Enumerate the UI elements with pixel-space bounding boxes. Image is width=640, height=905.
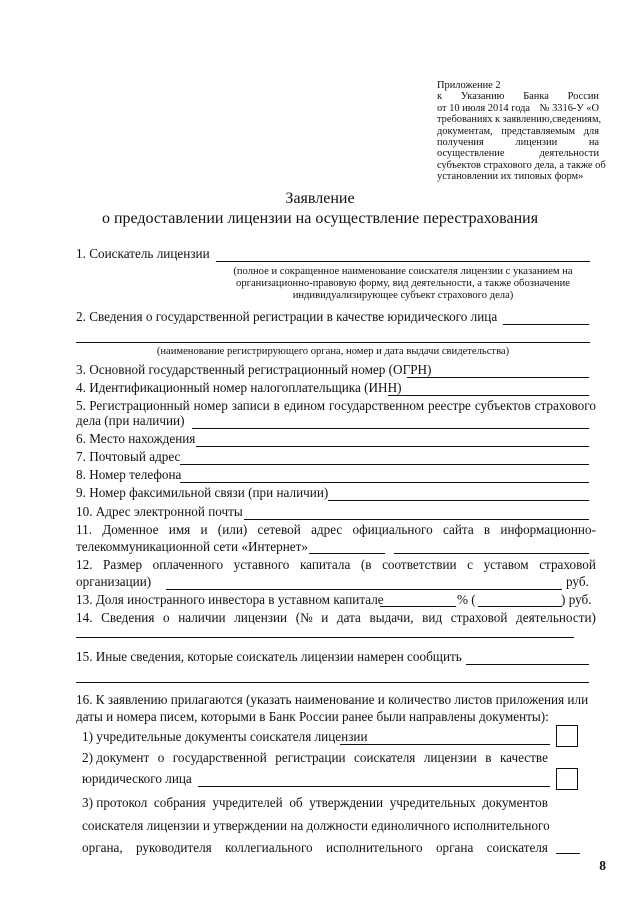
word: соответствии xyxy=(382,557,457,572)
word: № 3316-У «О xyxy=(539,102,599,114)
attachment-2-field[interactable] xyxy=(198,786,550,787)
word: 12. xyxy=(76,557,93,572)
email-field[interactable] xyxy=(244,519,589,520)
foreign-share-amount-field[interactable] xyxy=(478,606,562,607)
item-13-label: 13. Доля иностранного инвестора в уставном капитале xyxy=(76,592,384,607)
item-2-field[interactable] xyxy=(503,324,589,325)
ogrn-field[interactable] xyxy=(407,377,589,378)
item-1-hint: организационно-правовую форму, вид деятельности, а также обозначение xyxy=(236,278,570,289)
appendix-line: установлении их типовых форм» xyxy=(437,171,584,183)
word: и xyxy=(321,610,329,625)
item-10-label: 10. Адрес электронной почты xyxy=(76,504,243,519)
word: собрания xyxy=(153,795,206,810)
other-info-field-line2[interactable] xyxy=(76,682,589,683)
word: адрес xyxy=(311,522,343,537)
appendix-line xyxy=(437,103,599,114)
word: Размер xyxy=(103,557,143,572)
word: к xyxy=(437,91,443,103)
word: соискателя xyxy=(354,750,416,765)
word: капитала xyxy=(299,557,351,572)
item-14-label xyxy=(76,610,596,626)
item-16-label: 16. К заявлению прилагаются (указать наименование и количество листов приложения или xyxy=(76,692,589,707)
item-8-label: 8. Номер телефона xyxy=(76,467,182,482)
word: 3) протокол xyxy=(82,795,148,810)
word: об xyxy=(289,795,303,810)
postal-address-field[interactable] xyxy=(180,464,589,465)
appendix-line: субъектов страхового дела, а также об xyxy=(437,159,606,171)
percent-label: % ( xyxy=(457,592,476,607)
word: лицензии xyxy=(423,750,477,765)
appendix-line: Приложение 2 xyxy=(437,80,501,91)
word: дата xyxy=(336,610,361,625)
attachment-1-checkbox[interactable] xyxy=(556,725,578,747)
word: информационно- xyxy=(500,522,596,537)
word: в xyxy=(273,398,280,413)
appendix-line xyxy=(437,126,599,137)
word: соискателя xyxy=(486,840,548,855)
word: реестре xyxy=(428,398,471,413)
attachment-2-label-cont: юридического лица xyxy=(82,771,192,786)
word: уставом xyxy=(483,557,529,572)
word: Банка xyxy=(523,91,549,103)
item-1-hint: индивидуализирующее субъект страхового дела) xyxy=(292,290,514,301)
word: органа xyxy=(435,840,474,855)
appendix-line xyxy=(437,137,599,148)
page-number: 8 xyxy=(599,858,606,873)
word: коллегиального xyxy=(225,840,313,855)
word: Указанию xyxy=(460,91,505,103)
word: Сведения xyxy=(101,610,155,625)
item-3-label: 3. Основной государственный регистрационный номер (ОГРН) xyxy=(76,362,432,377)
word: с xyxy=(467,557,473,572)
word: в xyxy=(485,750,492,765)
word: официального xyxy=(352,522,433,537)
appendix-line xyxy=(437,114,602,126)
item-1-hint: (полное и сокращенное наименование соискателя лицензии с указанием на xyxy=(233,266,573,277)
capital-field[interactable] xyxy=(166,589,562,590)
fax-field[interactable] xyxy=(328,500,589,501)
word: сетевой xyxy=(257,522,301,537)
attachment-3-label-cont: соискателя лицензии и утверждении на должности единоличного исполнительного xyxy=(82,818,550,833)
word: выдачи, xyxy=(369,610,414,625)
word: регистрации xyxy=(275,750,346,765)
word: Доменное xyxy=(102,522,159,537)
word: (в xyxy=(360,557,372,572)
word: на xyxy=(588,137,599,149)
word: требованиях к заявлению, xyxy=(437,114,553,126)
item-6-label: 6. Место нахождения xyxy=(76,431,196,446)
word: сайта xyxy=(442,522,474,537)
word: лицензии xyxy=(234,610,288,625)
item-12-label-cont: организации) xyxy=(76,574,152,589)
word: для xyxy=(583,125,599,137)
appendix-reference xyxy=(437,80,606,183)
item-11-label-cont: телекоммуникационной сети «Интернет» xyxy=(76,539,308,554)
attachment-2-label xyxy=(82,750,548,766)
item-7-label: 7. Почтовый адрес xyxy=(76,449,181,464)
word: имя xyxy=(168,522,191,537)
word: страховой xyxy=(450,610,508,625)
word: документов xyxy=(482,795,548,810)
word: утверждении xyxy=(309,795,384,810)
item-5-label-cont: дела (при наличии) xyxy=(76,413,185,428)
license-info-field[interactable] xyxy=(76,637,574,638)
word: деятельности xyxy=(539,148,599,160)
inn-field[interactable] xyxy=(388,395,589,396)
word: оплаченного xyxy=(152,557,224,572)
word: записи xyxy=(231,398,270,413)
attachment-3-field[interactable] xyxy=(556,853,580,854)
word: страхового xyxy=(534,398,596,413)
word: 14. xyxy=(76,610,93,625)
word: лицензии xyxy=(515,137,558,149)
word: документам, xyxy=(437,125,493,137)
appendix-line xyxy=(437,148,599,159)
word: 11. xyxy=(76,522,92,537)
attachment-2-checkbox[interactable] xyxy=(556,768,578,790)
word: руководителя xyxy=(136,840,212,855)
word: страховой xyxy=(539,557,596,572)
item-12-label xyxy=(76,557,596,573)
word: и xyxy=(200,522,208,537)
foreign-share-percent-field[interactable] xyxy=(380,606,456,607)
word: органа, xyxy=(82,840,123,855)
item-5-label xyxy=(76,398,596,414)
registry-number-field[interactable] xyxy=(192,428,589,429)
document-title: Заявление xyxy=(285,190,355,207)
currency-label: ) руб. xyxy=(561,592,592,607)
word: уставного xyxy=(233,557,290,572)
word: субъектов xyxy=(474,398,531,413)
network-address-field[interactable] xyxy=(394,553,589,554)
item-2-field-line2[interactable] xyxy=(76,342,590,343)
word: государственном xyxy=(329,398,425,413)
word: представляемым xyxy=(501,125,576,137)
word: номер xyxy=(193,398,228,413)
word: исполнительного xyxy=(325,840,423,855)
item-11-label xyxy=(76,522,596,538)
item-15-label: 15. Иные сведения, которые соискатель лицензии намерен сообщить xyxy=(76,649,462,664)
word: деятельности) xyxy=(516,610,596,625)
word: сведениям, xyxy=(552,114,602,126)
word: наличии xyxy=(178,610,226,625)
word: России xyxy=(567,91,599,103)
word: качестве xyxy=(499,750,548,765)
word: едином xyxy=(283,398,326,413)
item-1-label: 1. Соискатель лицензии xyxy=(76,246,210,261)
item-2-label: 2. Сведения о государственной регистрации в качестве юридического лица xyxy=(76,309,498,324)
word: учредителей xyxy=(212,795,283,810)
attachment-1-label: 1) учредительные документы соискателя лицензии xyxy=(82,729,368,744)
item-16-label-cont: даты и номера писем, которыми в Банк России ранее были направлены документы): xyxy=(76,709,549,724)
attachment-3-label-cont2 xyxy=(82,840,548,856)
item-1-field[interactable] xyxy=(216,261,590,262)
word: о xyxy=(163,610,170,625)
word: в xyxy=(483,522,491,537)
word: осуществление xyxy=(437,148,505,160)
item-4-label: 4. Идентификационный номер налогоплательщика (ИНН) xyxy=(76,380,402,395)
word: государственной xyxy=(172,750,267,765)
currency-label: руб. xyxy=(566,574,589,589)
word: о xyxy=(157,750,165,765)
word: получения xyxy=(437,137,484,149)
document-subtitle: о предоставлении лицензии на осуществление перестрахования xyxy=(101,210,539,227)
item-9-label: 9. Номер факсимильной связи (при наличии) xyxy=(76,485,329,500)
word: (№ xyxy=(295,610,313,625)
word: учредительных xyxy=(389,795,476,810)
other-info-field[interactable] xyxy=(466,664,589,665)
word: 5. Регистрационный xyxy=(76,398,190,413)
location-field[interactable] xyxy=(196,446,589,447)
appendix-line xyxy=(437,91,599,102)
word: (или) xyxy=(217,522,248,537)
item-2-hint: (наименование регистрирующего органа, номер и дата выдачи свидетельства) xyxy=(156,346,510,357)
word: от 10 июля 2014 года xyxy=(437,102,530,114)
word: 2) документ xyxy=(82,750,150,765)
attachment-1-field[interactable] xyxy=(340,744,550,745)
attachment-3-label xyxy=(82,795,548,811)
phone-field[interactable] xyxy=(180,482,589,483)
domain-field[interactable] xyxy=(309,553,385,554)
word: вид xyxy=(422,610,443,625)
